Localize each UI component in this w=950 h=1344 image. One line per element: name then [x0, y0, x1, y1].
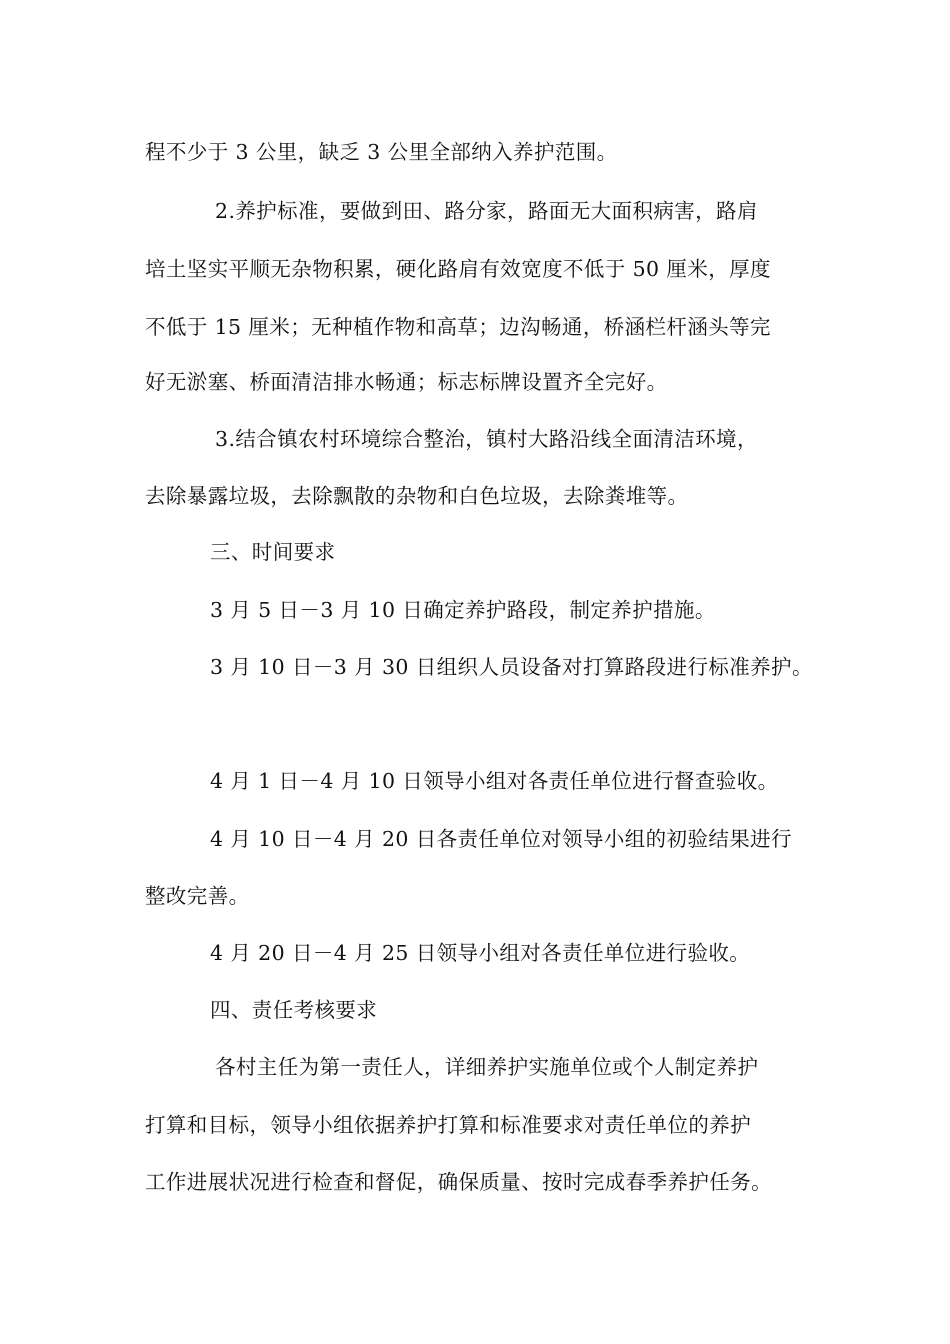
- paragraph-line: 4 月 20 日－4 月 25 日领导小组对各责任单位进行验收。: [210, 941, 751, 965]
- paragraph-line: 各村主任为第一责任人，详细养护实施单位或个人制定养护: [215, 1055, 759, 1079]
- paragraph-line: 打算和目标，领导小组依据养护打算和标准要求对责任单位的养护: [145, 1113, 752, 1137]
- paragraph-line: 2.养护标准，要做到田、路分家，路面无大面积病害，路肩: [215, 199, 758, 223]
- paragraph-line: 整改完善。: [145, 884, 250, 908]
- paragraph-line: 不低于 15 厘米；无种植作物和高草；边沟畅通，桥涵栏杆涵头等完: [145, 315, 771, 339]
- paragraph-line: 4 月 10 日－4 月 20 日各责任单位对领导小组的初验结果进行: [210, 827, 792, 851]
- section-heading: 四、责任考核要求: [210, 998, 378, 1022]
- paragraph-line: 3 月 10 日－3 月 30 日组织人员设备对打算路段进行标准养护。: [210, 655, 813, 679]
- section-heading: 三、时间要求: [210, 540, 336, 564]
- paragraph-line: 4 月 1 日－4 月 10 日领导小组对各责任单位进行督查验收。: [210, 769, 779, 793]
- paragraph-line: 3.结合镇农村环境综合整治，镇村大路沿线全面清洁环境，: [215, 427, 758, 451]
- paragraph-line: 培土坚实平顺无杂物积累，硬化路肩有效宽度不低于 50 厘米，厚度: [145, 257, 771, 281]
- paragraph-line: 工作进展状况进行检查和督促，确保质量、按时完成春季养护任务。: [145, 1170, 772, 1194]
- paragraph-line: 程不少于 3 公里，缺乏 3 公里全部纳入养护范围。: [145, 140, 618, 164]
- paragraph-line: 好无淤塞、桥面清洁排水畅通；标志标牌设置齐全完好。: [145, 370, 668, 394]
- paragraph-line: 3 月 5 日－3 月 10 日确定养护路段，制定养护措施。: [210, 598, 716, 622]
- paragraph-line: 去除暴露垃圾，去除飘散的杂物和白色垃圾，去除粪堆等。: [145, 484, 689, 508]
